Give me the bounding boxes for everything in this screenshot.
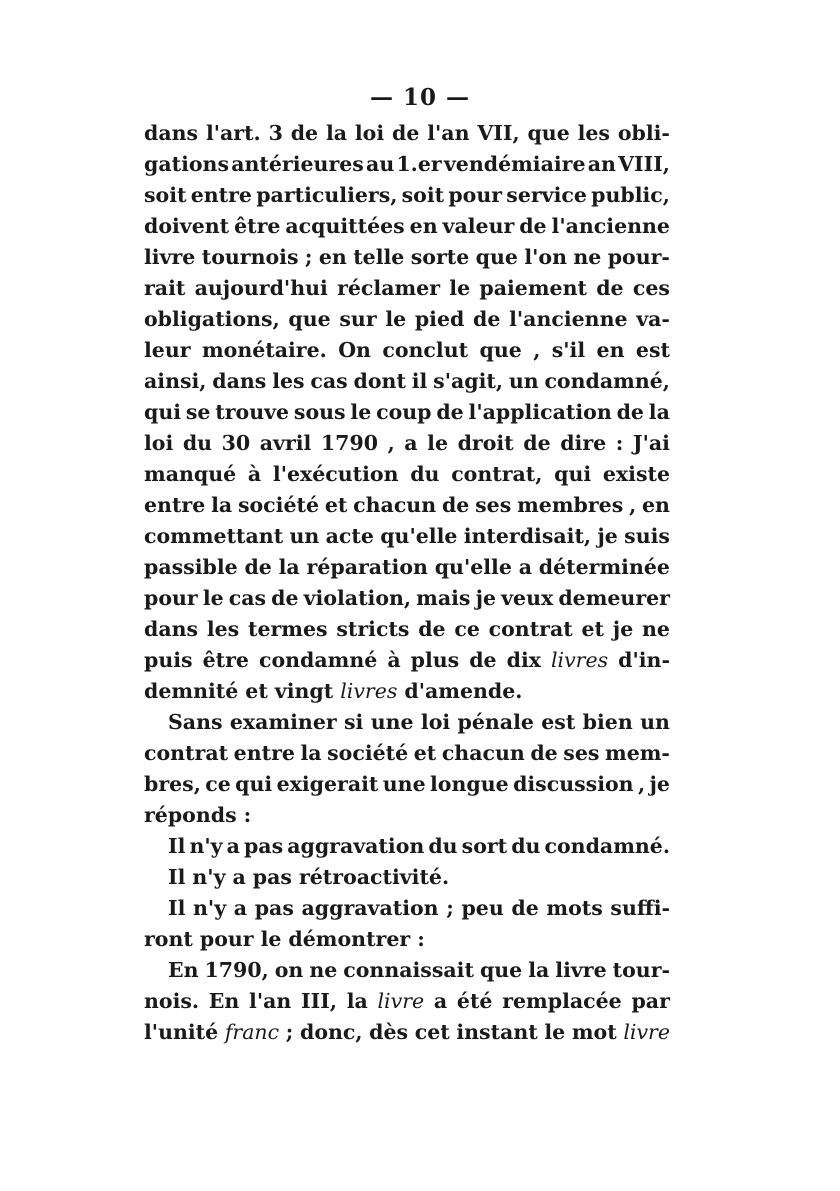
text-line: commettant un acte qu'elle interdisait, je suis: [144, 524, 670, 548]
text-line: Il n'y a pas rétroactivité.: [168, 865, 450, 889]
page-number: — 10 —: [369, 84, 471, 111]
text-line: passible de la réparation qu'elle a déterminée: [144, 555, 670, 579]
text-line: dans l'art. 3 de la loi de l'an VII, que les obli-: [144, 121, 670, 145]
text-line: ront pour le démontrer :: [144, 927, 425, 951]
text-line: leur monétaire. On conclut que , s'il en est: [144, 338, 670, 362]
text-line: loi du 30 avril 1790 , a le droit de dire : J'ai: [144, 431, 670, 455]
text-line: puis être condamné à plus de dix livres d'in-: [144, 648, 670, 672]
text-line: réponds :: [144, 803, 252, 827]
text-line: livre tournois ; en telle sorte que l'on ne pour-: [144, 245, 670, 269]
text-line: ainsi, dans les cas dont il s'agit, un condamné,: [144, 369, 670, 393]
text-line: En 1790, on ne connaissait que la livre tour-: [168, 958, 670, 982]
text-line: soit entre particuliers, soit pour service public,: [144, 183, 670, 207]
body-text: [144, 118, 670, 1048]
text-line: contrat entre la société et chacun de ses mem-: [144, 741, 670, 765]
text-line: entre la société et chacun de ses membres , en: [144, 493, 670, 517]
text-line: dans les termes stricts de ce contrat et je ne: [144, 617, 670, 641]
text-line: nois. En l'an III, la livre a été remplacée par: [144, 989, 670, 1013]
text-line: doivent être acquittées en valeur de l'ancienne: [144, 214, 670, 238]
text-line: obligations, que sur le pied de l'ancienne va-: [144, 307, 670, 331]
text-line: pour le cas de violation, mais je veux demeurer: [144, 586, 670, 610]
text-line: Il n'y a pas aggravation ; peu de mots suffi-: [168, 896, 670, 920]
text-line: gations antérieures au 1.er vendémiaire an VIII,: [144, 152, 670, 176]
text-line: Sans examiner si une loi pénale est bien un: [168, 710, 670, 734]
text-line: manqué à l'exécution du contrat, qui existe: [144, 462, 670, 486]
text-line: Il n'y a pas aggravation du sort du condamné.: [168, 834, 670, 858]
text-line: qui se trouve sous le coup de l'application de la: [144, 400, 670, 424]
text-line: rait aujourd'hui réclamer le paiement de ces: [144, 276, 670, 300]
text-line: l'unité franc ; donc, dès cet instant le mot livre: [144, 1020, 670, 1044]
text-line: bres, ce qui exigerait une longue discussion , je: [144, 772, 670, 796]
text-line: demnité et vingt livres d'amende.: [144, 679, 523, 703]
